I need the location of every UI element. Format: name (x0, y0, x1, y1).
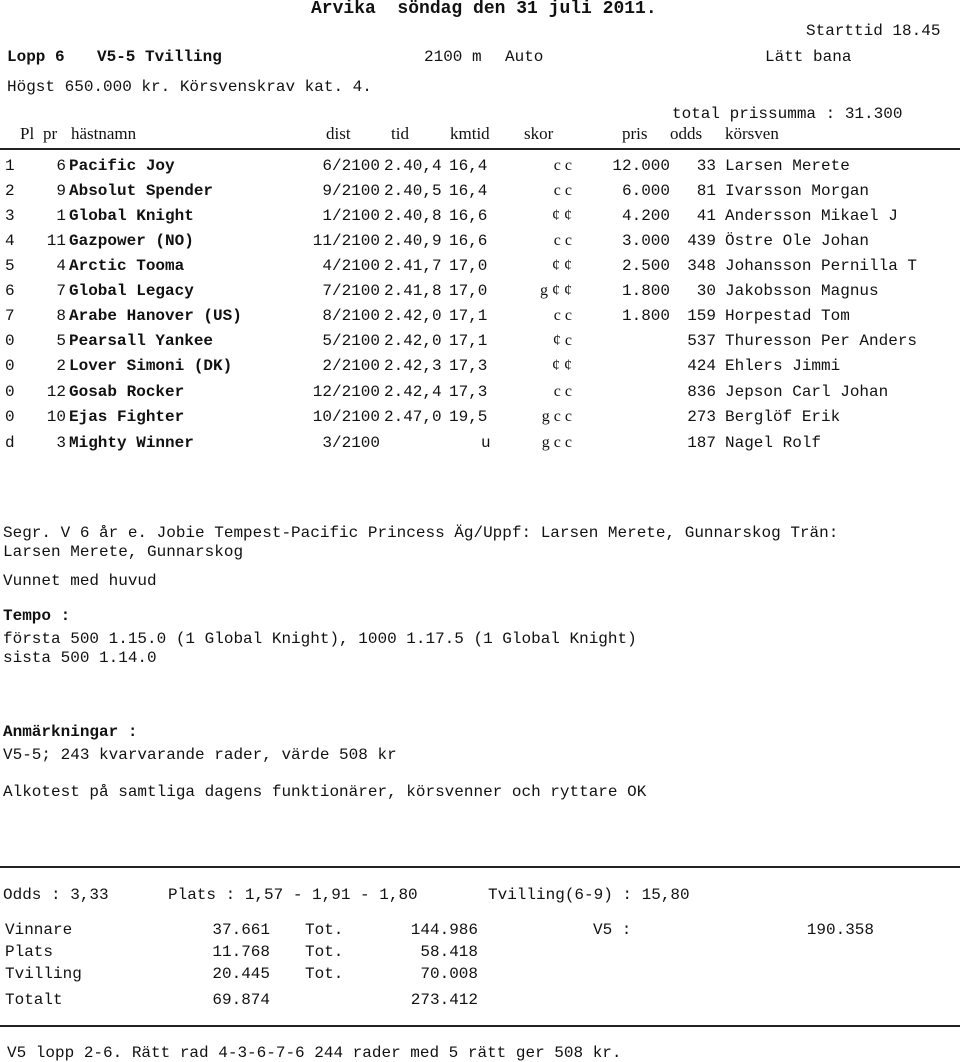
row-driver: Larsen Merete (725, 157, 850, 175)
row-kmtid: 16,4 (449, 182, 488, 200)
row-pr: 12 (46, 383, 66, 401)
turnover-value: 11.768 (212, 943, 270, 961)
col-skor: skor (524, 124, 554, 143)
start-time: Starttid 18.45 (806, 22, 941, 40)
v5-label: V5 : (593, 921, 632, 939)
row-horse: Absolut Spender (69, 182, 214, 200)
track-condition: Lätt bana (765, 48, 852, 66)
table-row (0, 283, 960, 303)
turnover-value: 69.874 (212, 991, 270, 1009)
row-pr: 9 (56, 182, 66, 200)
row-pl: 5 (5, 257, 15, 275)
col-pr: pr (43, 124, 58, 143)
remarks-line-1: V5-5; 243 kvarvarande rader, värde 508 kr (3, 746, 397, 764)
row-pris: 2.500 (621, 257, 670, 275)
row-tid: 2.40,8 (384, 207, 442, 225)
row-pl: 6 (5, 282, 15, 300)
col-pl: Pl (20, 124, 35, 143)
row-pl: 0 (5, 332, 15, 350)
turnover-tot-label: Tot. (305, 921, 344, 939)
row-tid: 2.41,7 (384, 257, 442, 275)
col-dist: dist (326, 124, 351, 143)
turnover-label: Vinnare (5, 921, 73, 939)
row-odds: 159 (687, 307, 716, 325)
row-kmtid: 17,1 (449, 332, 488, 350)
footer-note: V5 lopp 2-6. Rätt rad 4-3-6-7-6 244 rader med 5 rätt ger 508 kr. (7, 1044, 622, 1062)
race-conditions: Högst 650.000 kr. Körsvenskrav kat. 4. (7, 78, 372, 96)
row-odds: 81 (696, 182, 716, 200)
row-odds: 30 (696, 282, 716, 300)
row-skor: c c (553, 182, 572, 199)
place-payout: Plats : 1,57 - 1,91 - 1,80 (168, 886, 418, 904)
table-row (0, 158, 960, 178)
row-pr: 7 (56, 282, 66, 300)
row-pris: 3.000 (621, 232, 670, 250)
row-pr: 10 (46, 408, 66, 426)
row-horse: Gosab Rocker (69, 383, 185, 401)
row-pris: 1.800 (621, 282, 670, 300)
row-skor: g c c (541, 408, 572, 425)
table-row (0, 208, 960, 228)
table-row (0, 333, 960, 353)
race-distance: 2100 m (424, 48, 482, 66)
row-tid: 2.42,4 (384, 383, 442, 401)
turnover-tot-label: Tot. (305, 943, 344, 961)
row-kmtid: 17,1 (449, 307, 488, 325)
row-dist: 3/2100 (322, 434, 380, 452)
remarks-line-2: Alkotest på samtliga dagens funktionärer, körsvenner och ryttare OK (3, 783, 647, 801)
row-pl: 2 (5, 182, 15, 200)
row-pl: d (5, 434, 15, 452)
row-driver: Berglöf Erik (725, 408, 841, 426)
row-dist: 4/2100 (322, 257, 380, 275)
row-skor: g c c (541, 434, 572, 451)
row-tid: 2.47,0 (384, 408, 442, 426)
col-odds: odds (670, 124, 703, 143)
row-horse: Lover Simoni (DK) (69, 357, 233, 375)
turnover-label: Totalt (5, 991, 63, 1009)
turnover-tot-label: Tot. (305, 965, 344, 983)
row-driver: Johansson Pernilla T (725, 257, 918, 275)
row-driver: Östre Ole Johan (725, 232, 870, 250)
row-dist: 10/2100 (312, 408, 380, 426)
row-odds: 33 (696, 157, 716, 175)
row-horse: Arabe Hanover (US) (69, 307, 242, 325)
tempo-line-2: sista 500 1.14.0 (3, 649, 157, 667)
row-driver: Jepson Carl Johan (725, 383, 889, 401)
race-name: V5-5 Tvilling (97, 48, 222, 66)
remarks-heading: Anmärkningar : (3, 723, 138, 741)
row-dist: 11/2100 (312, 232, 380, 250)
row-skor: ¢ ¢ (552, 257, 572, 274)
row-kmtid: 17,3 (449, 357, 488, 375)
row-driver: Horpestad Tom (725, 307, 850, 325)
row-tid: 2.42,0 (384, 307, 442, 325)
twin-payout: Tvilling(6-9) : 15,80 (488, 886, 690, 904)
row-horse: Pacific Joy (69, 157, 175, 175)
row-pl: 4 (5, 232, 15, 250)
row-pl: 1 (5, 157, 15, 175)
row-odds: 439 (687, 232, 716, 250)
row-pr: 4 (56, 257, 66, 275)
row-kmtid: 17,3 (449, 383, 488, 401)
turnover-value: 37.661 (212, 921, 270, 939)
row-driver: Nagel Rolf (725, 434, 822, 452)
row-tid: 2.40,9 (384, 232, 442, 250)
row-horse: Ejas Fighter (69, 408, 185, 426)
row-dist: 8/2100 (322, 307, 380, 325)
win-margin: Vunnet med huvud (3, 572, 157, 590)
row-pl: 0 (5, 383, 15, 401)
payout-divider (0, 866, 960, 868)
col-name: hästnamn (71, 124, 137, 143)
row-tid: 2.40,4 (384, 157, 442, 175)
pedigree-line-2: Larsen Merete, Gunnarskog (3, 543, 244, 561)
turnover-label: Tvilling (5, 965, 82, 983)
page-title: Arvika söndag den 31 juli 2011. (311, 0, 657, 19)
table-row (0, 435, 960, 455)
row-odds: 187 (687, 434, 716, 452)
row-horse: Gazpower (NO) (69, 232, 194, 250)
row-kmtid: 17,0 (449, 257, 488, 275)
table-row (0, 358, 960, 378)
odds-payout: Odds : 3,33 (3, 886, 109, 904)
row-tid: 2.42,3 (384, 357, 442, 375)
race-number: Lopp 6 (7, 48, 65, 66)
start-method: Auto (505, 48, 544, 66)
row-pris: 12.000 (612, 157, 670, 175)
row-driver: Jakobsson Magnus (725, 282, 879, 300)
row-pr: 6 (56, 157, 66, 175)
row-pris: 4.200 (621, 207, 670, 225)
row-kmtid: 16,4 (449, 157, 488, 175)
row-kmtid: 16,6 (449, 207, 488, 225)
row-skor: c c (553, 157, 572, 174)
pedigree-line-1: Segr. V 6 år e. Jobie Tempest-Pacific Princess Äg/Uppf: Larsen Merete, Gunnarskog Trän: (3, 524, 839, 542)
turnover-value: 20.445 (212, 965, 270, 983)
row-kmtid: u (481, 434, 491, 452)
row-skor: ¢ ¢ (552, 207, 572, 224)
table-row (0, 409, 960, 429)
turnover-tot: 144.986 (410, 921, 478, 939)
row-pris: 1.800 (621, 307, 670, 325)
row-tid: 2.41,8 (384, 282, 442, 300)
row-odds: 273 (687, 408, 716, 426)
tempo-heading: Tempo : (3, 607, 71, 625)
row-horse: Global Legacy (69, 282, 194, 300)
row-horse: Global Knight (69, 207, 194, 225)
row-odds: 424 (687, 357, 716, 375)
row-tid: 2.40,5 (384, 182, 442, 200)
row-horse: Pearsall Yankee (69, 332, 214, 350)
turnover-label: Plats (5, 943, 54, 961)
row-skor: c c (553, 232, 572, 249)
row-pris: 6.000 (621, 182, 670, 200)
footer-divider (0, 1025, 960, 1027)
table-row (0, 183, 960, 203)
row-skor: g ¢ ¢ (540, 282, 572, 299)
row-tid: 2.42,0 (384, 332, 442, 350)
turnover-tot: 70.008 (420, 965, 478, 983)
row-pl: 0 (5, 408, 15, 426)
row-pl: 3 (5, 207, 15, 225)
row-pr: 1 (56, 207, 66, 225)
turnover-tot: 58.418 (420, 943, 478, 961)
row-odds: 537 (687, 332, 716, 350)
row-driver: Thuresson Per Anders (725, 332, 918, 350)
row-pr: 2 (56, 357, 66, 375)
header-divider (0, 148, 960, 150)
row-pl: 7 (5, 307, 15, 325)
row-skor: ¢ ¢ (552, 357, 572, 374)
row-driver: Andersson Mikael J (725, 207, 898, 225)
table-row (0, 308, 960, 328)
table-row (0, 384, 960, 404)
row-dist: 7/2100 (322, 282, 380, 300)
row-kmtid: 17,0 (449, 282, 488, 300)
row-pr: 5 (56, 332, 66, 350)
row-odds: 836 (687, 383, 716, 401)
row-skor: ¢ c (552, 332, 572, 349)
col-pris: pris (622, 124, 648, 143)
row-dist: 12/2100 (312, 383, 380, 401)
row-pr: 3 (56, 434, 66, 452)
turnover-tot: 273.412 (410, 991, 478, 1009)
row-dist: 5/2100 (322, 332, 380, 350)
row-odds: 348 (687, 257, 716, 275)
col-tid: tid (391, 124, 409, 143)
row-dist: 6/2100 (322, 157, 380, 175)
col-kmtid: kmtid (450, 124, 490, 143)
row-dist: 9/2100 (322, 182, 380, 200)
row-horse: Mighty Winner (69, 434, 194, 452)
row-driver: Ivarsson Morgan (725, 182, 870, 200)
table-row (0, 233, 960, 253)
tempo-line-1: första 500 1.15.0 (1 Global Knight), 1000 1.17.5 (1 Global Knight) (3, 630, 637, 648)
total-prize: total prissumma : 31.300 (672, 105, 903, 123)
row-pr: 8 (56, 307, 66, 325)
row-pl: 0 (5, 357, 15, 375)
row-driver: Ehlers Jimmi (725, 357, 841, 375)
table-row (0, 258, 960, 278)
row-horse: Arctic Tooma (69, 257, 185, 275)
row-odds: 41 (696, 207, 716, 225)
row-dist: 1/2100 (322, 207, 380, 225)
row-pr: 11 (46, 232, 66, 250)
row-dist: 2/2100 (322, 357, 380, 375)
col-driver: körsven (725, 124, 779, 143)
row-skor: c c (553, 383, 572, 400)
row-kmtid: 19,5 (449, 408, 488, 426)
row-skor: c c (553, 307, 572, 324)
row-kmtid: 16,6 (449, 232, 488, 250)
v5-value: 190.358 (806, 921, 874, 939)
